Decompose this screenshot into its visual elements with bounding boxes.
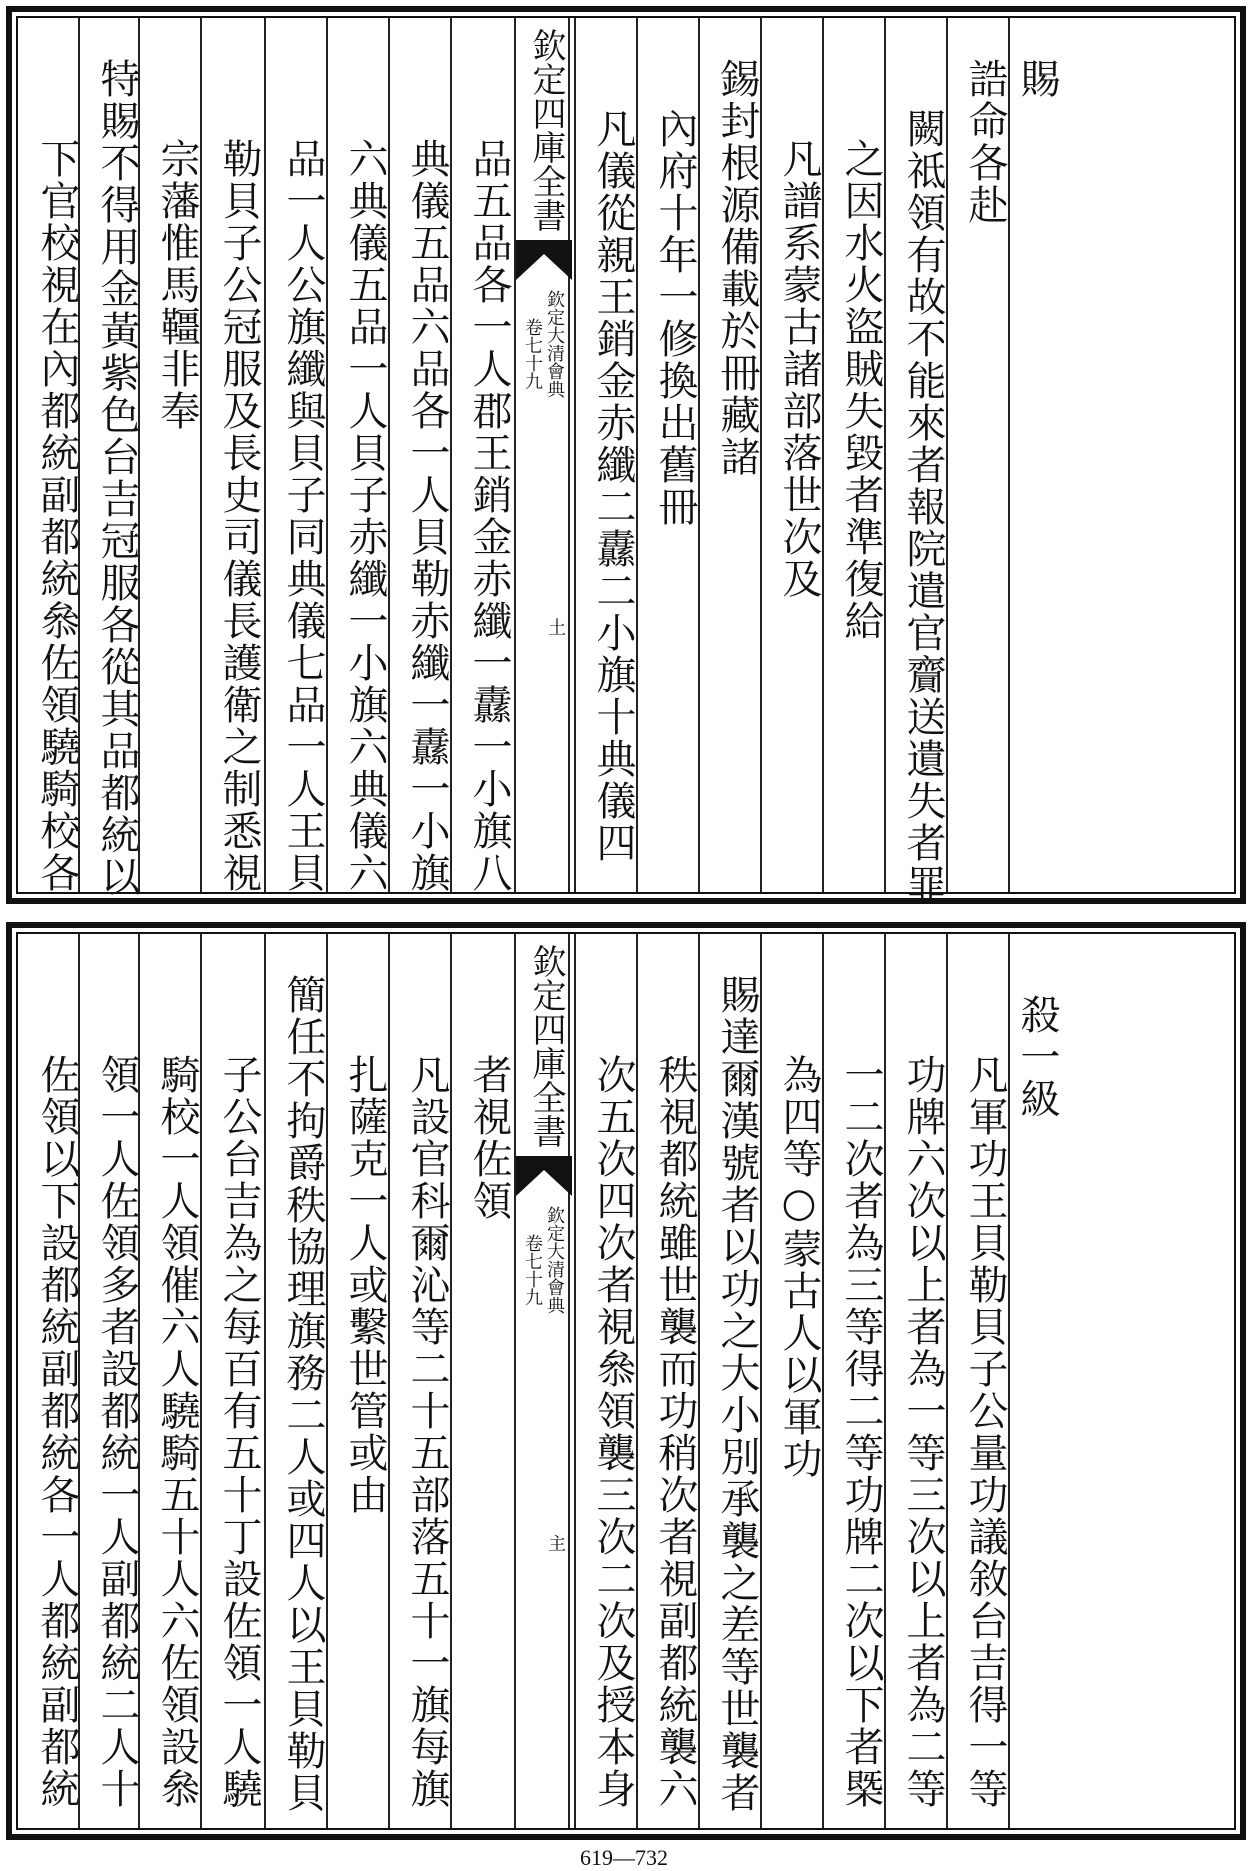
text-column	[264, 18, 334, 892]
column-text: 宗藩惟馬韁非奉	[154, 138, 200, 432]
page-number: 土	[545, 618, 566, 636]
column-text: 扎薩克一人或繫世管或由	[342, 1054, 388, 1516]
column-text: 內府十年一修換出舊冊	[652, 108, 698, 528]
top-page-frame	[16, 16, 1236, 906]
text-column	[946, 934, 1016, 1828]
text-column	[698, 18, 768, 892]
book-title: 欽定四庫全書	[526, 944, 566, 1148]
volume-label: 卷七十九	[522, 318, 543, 390]
text-column	[822, 934, 892, 1828]
column-text: 賜達爾漢號者以功之大小別承襲之差等世襲者	[714, 974, 760, 1814]
page-number: 主	[545, 1534, 566, 1552]
book-name: 欽定大清會典	[544, 290, 565, 398]
column-text: 錫封根源備載於冊藏諸	[714, 58, 760, 478]
text-column	[1008, 18, 1068, 892]
column-text: 為四等○蒙古人以軍功	[776, 1054, 822, 1480]
top-page	[6, 6, 1246, 904]
text-column	[1008, 934, 1068, 1828]
column-text: 下官校視在內都統副都統叅佐領驍騎校各	[34, 138, 80, 894]
text-column	[388, 18, 458, 892]
text-column	[264, 934, 334, 1828]
column-text: 殺一級	[1014, 994, 1060, 1120]
bottom-page-frame	[16, 932, 1236, 1830]
text-column	[450, 18, 520, 892]
text-column	[822, 18, 892, 892]
column-text: 凡儀從親王銷金赤纖二纛二小旗十典儀四	[590, 108, 636, 864]
column-text: 一二次者為三等得二等功牌二次以下者槩	[838, 1054, 884, 1810]
text-column	[388, 934, 458, 1828]
column-text: 勒貝子公冠服及長史司儀長護衛之制悉視	[216, 138, 262, 894]
column-text: 凡譜系蒙古諸部落世次及	[776, 138, 822, 600]
column-text: 闕祗領有故不能來者報院遣官齎送遺失者罪	[900, 108, 946, 906]
fishtail-mark	[516, 1156, 572, 1196]
text-column	[138, 934, 208, 1828]
book-title: 欽定四庫全書	[526, 28, 566, 232]
text-column	[698, 934, 768, 1828]
text-column	[946, 18, 1016, 892]
text-column	[200, 934, 270, 1828]
column-text: 品一人公旗纖與貝子同典儀七品一人王貝	[280, 138, 326, 894]
text-column	[200, 18, 270, 892]
bottom-page	[6, 922, 1246, 1840]
text-column	[884, 18, 954, 906]
text-column	[574, 934, 644, 1828]
column-text: 子公台吉為之每百有五十丁設佐領一人驍	[216, 1054, 262, 1810]
column-text: 騎校一人領催六人驍騎五十人六佐領設叅	[154, 1054, 200, 1810]
column-text: 領一人佐領多者設都統一人副都統二人十	[94, 1054, 140, 1810]
center-header	[514, 18, 570, 892]
text-column	[636, 18, 706, 892]
column-text: 次五次四次者視叅領襲三次二次及授本身	[590, 1054, 636, 1810]
column-text: 秩視都統雖世襲而功稍次者視副都統襲六	[652, 1054, 698, 1810]
text-column	[326, 18, 396, 892]
text-column	[138, 18, 208, 892]
column-text: 之因水火盜賊失毀者準復給	[838, 138, 884, 642]
column-text: 者視佐領	[466, 1054, 512, 1222]
column-text: 品五品各一人郡王銷金赤纖一纛一小旗八	[466, 138, 512, 894]
text-column	[326, 934, 396, 1828]
text-column	[450, 934, 520, 1828]
book-name: 欽定大清會典	[544, 1206, 565, 1314]
text-column	[884, 934, 954, 1828]
column-text: 功牌六次以上者為一等三次以上者為二等	[900, 1054, 946, 1810]
center-header	[514, 934, 570, 1828]
column-text: 特賜不得用金黃紫色台吉冠服各從其品都統以	[94, 58, 140, 898]
volume-label: 卷七十九	[522, 1234, 543, 1306]
text-column	[574, 18, 644, 892]
column-text: 凡設官科爾沁等二十五部落五十一旗每旗	[404, 1054, 450, 1810]
column-text: 凡軍功王貝勒貝子公量功議敘台吉得一等	[962, 1054, 1008, 1810]
page-reference: 619—732	[580, 1845, 668, 1870]
column-text: 典儀五品六品各一人貝勒赤纖一纛一小旗	[404, 138, 450, 894]
column-text: 簡任不拘爵秩協理旗務二人或四人以王貝勒貝	[280, 974, 326, 1814]
column-text: 六典儀五品一人貝子赤纖一小旗六典儀六	[342, 138, 388, 894]
column-text: 誥命各赴	[962, 58, 1008, 226]
text-column	[636, 934, 706, 1828]
column-text: 賜	[1014, 58, 1060, 100]
column-text: 佐領以下設都統副都統各一人都統副都統	[34, 1054, 80, 1810]
text-column	[760, 18, 830, 892]
fishtail-mark	[516, 240, 572, 280]
text-column	[760, 934, 830, 1828]
